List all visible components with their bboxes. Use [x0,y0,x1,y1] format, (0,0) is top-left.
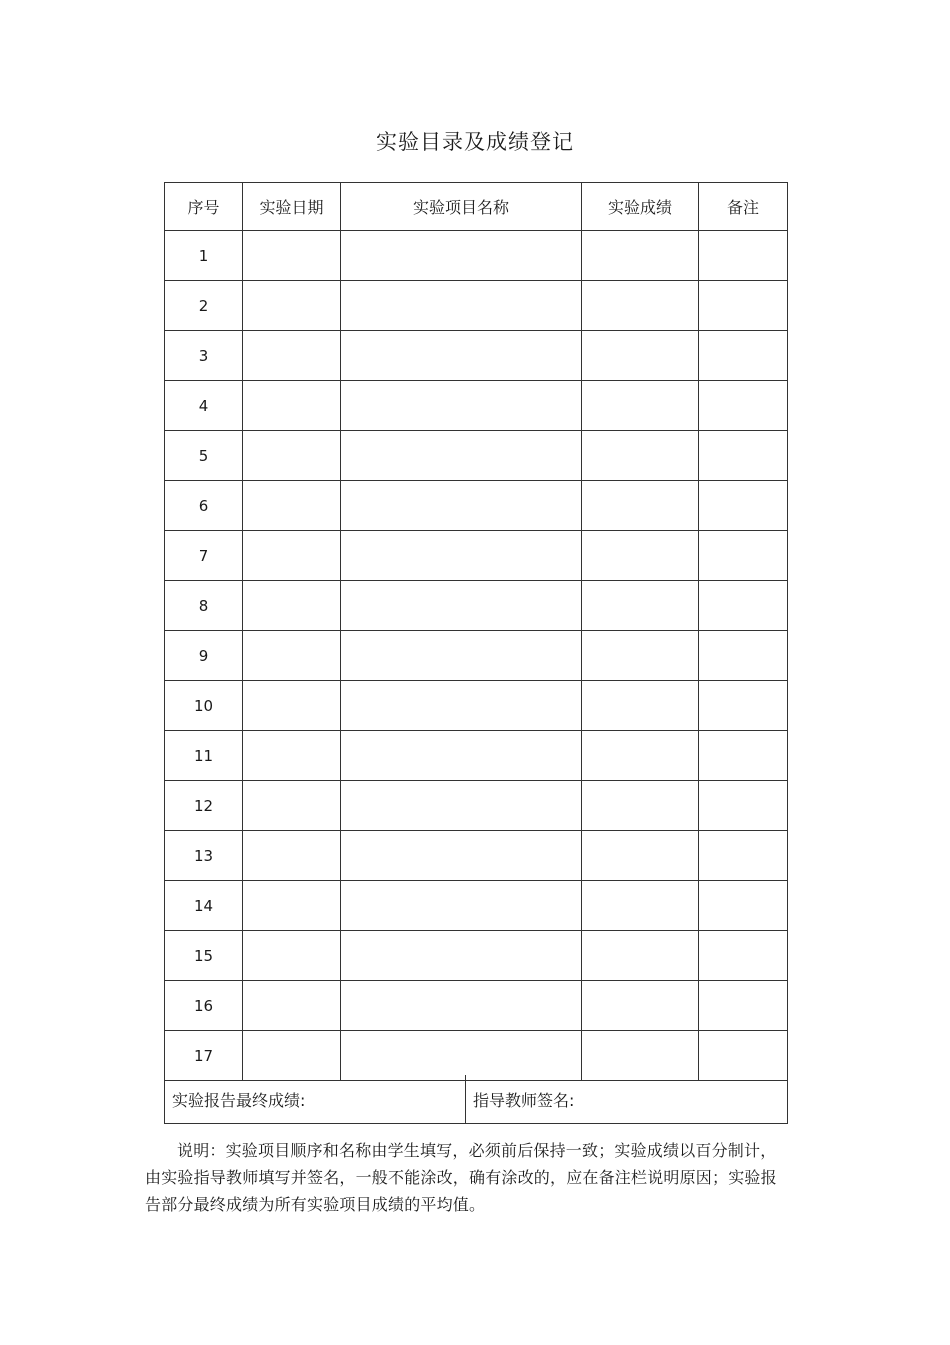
row-index: 1 [165,231,243,281]
score-cell[interactable] [582,381,699,431]
project-name-cell[interactable] [341,831,582,881]
score-cell[interactable] [582,781,699,831]
table-row [165,831,788,881]
table-row [165,631,788,681]
row-index: 9 [165,631,243,681]
row-index: 17 [165,1031,243,1081]
header-index: 序号 [165,183,243,231]
date-cell[interactable] [243,931,341,981]
date-cell[interactable] [243,881,341,931]
remarks-cell[interactable] [699,681,788,731]
remarks-cell[interactable] [699,831,788,881]
row-index: 6 [165,481,243,531]
remarks-cell[interactable] [699,931,788,981]
project-name-cell[interactable] [341,281,582,331]
table-row [165,331,788,381]
score-cell[interactable] [582,931,699,981]
score-cell[interactable] [582,831,699,881]
project-name-cell[interactable] [341,381,582,431]
date-cell[interactable] [243,231,341,281]
score-cell[interactable] [582,631,699,681]
project-name-cell[interactable] [341,981,582,1031]
remarks-cell[interactable] [699,231,788,281]
row-index: 2 [165,281,243,331]
score-cell[interactable] [582,431,699,481]
row-index: 3 [165,331,243,381]
score-cell[interactable] [582,331,699,381]
table-row [165,431,788,481]
row-index: 10 [165,681,243,731]
date-cell[interactable] [243,581,341,631]
remarks-cell[interactable] [699,481,788,531]
remarks-cell[interactable] [699,381,788,431]
remarks-cell[interactable] [699,731,788,781]
table-row [165,1031,788,1081]
table-row [165,531,788,581]
date-cell[interactable] [243,731,341,781]
score-cell[interactable] [582,481,699,531]
remarks-cell[interactable] [699,281,788,331]
score-cell[interactable] [582,681,699,731]
row-index: 15 [165,931,243,981]
table-row [165,581,788,631]
project-name-cell[interactable] [341,331,582,381]
remarks-cell[interactable] [699,1031,788,1081]
row-index: 5 [165,431,243,481]
remarks-cell[interactable] [699,531,788,581]
project-name-cell[interactable] [341,681,582,731]
date-cell[interactable] [243,981,341,1031]
score-cell[interactable] [582,731,699,781]
header-date: 实验日期 [243,183,341,231]
remarks-cell[interactable] [699,331,788,381]
project-name-cell[interactable] [341,531,582,581]
date-cell[interactable] [243,1031,341,1081]
project-name-cell[interactable] [341,581,582,631]
footer-table [164,1075,788,1124]
date-cell[interactable] [243,331,341,381]
date-cell[interactable] [243,431,341,481]
project-name-cell[interactable] [341,881,582,931]
project-name-cell[interactable] [341,231,582,281]
project-name-cell[interactable] [341,731,582,781]
remarks-cell[interactable] [699,631,788,681]
page-title: 实验目录及成绩登记 [376,130,574,154]
remarks-cell[interactable] [699,881,788,931]
score-cell[interactable] [582,581,699,631]
table-row [165,931,788,981]
table-row [165,781,788,831]
date-cell[interactable] [243,781,341,831]
score-cell[interactable] [582,531,699,581]
table-header-row [165,183,788,231]
date-cell[interactable] [243,381,341,431]
date-cell[interactable] [243,831,341,881]
project-name-cell[interactable] [341,431,582,481]
score-cell[interactable] [582,881,699,931]
date-cell[interactable] [243,631,341,681]
score-table [164,182,788,1081]
footer-row [165,1075,788,1124]
score-cell[interactable] [582,981,699,1031]
table-row [165,231,788,281]
final-score-field[interactable]: 实验报告最终成绩: [165,1075,466,1124]
table-row [165,381,788,431]
row-index: 16 [165,981,243,1031]
remarks-cell[interactable] [699,781,788,831]
remarks-cell[interactable] [699,981,788,1031]
instructions-note: 说明：实验项目顺序和名称由学生填写，必须前后保持一致；实验成绩以百分制计，由实验指导教师填写并签名，一般不能涂改，确有涂改的，应在备注栏说明原因；实验报告部分最终成绩为所有实验项目成绩的平均值。 [145,1141,777,1214]
table-body [165,231,788,1081]
project-name-cell[interactable] [341,631,582,681]
project-name-cell[interactable] [341,1031,582,1081]
header-score: 实验成绩 [582,183,699,231]
date-cell[interactable] [243,531,341,581]
date-cell[interactable] [243,281,341,331]
table-row [165,731,788,781]
row-index: 14 [165,881,243,931]
date-cell[interactable] [243,481,341,531]
row-index: 7 [165,531,243,581]
row-index: 12 [165,781,243,831]
teacher-signature-field[interactable]: 指导教师签名: [466,1075,788,1124]
project-name-cell[interactable] [341,481,582,531]
row-index: 13 [165,831,243,881]
project-name-cell[interactable] [341,781,582,831]
table-row [165,681,788,731]
score-cell[interactable] [582,1031,699,1081]
table-row [165,281,788,331]
table-row [165,481,788,531]
row-index: 8 [165,581,243,631]
remarks-cell[interactable] [699,431,788,481]
header-remarks: 备注 [699,183,788,231]
row-index: 11 [165,731,243,781]
table-row [165,881,788,931]
remarks-cell[interactable] [699,581,788,631]
header-project-name: 实验项目名称 [341,183,582,231]
project-name-cell[interactable] [341,931,582,981]
score-cell[interactable] [582,281,699,331]
date-cell[interactable] [243,681,341,731]
score-cell[interactable] [582,231,699,281]
table-row [165,981,788,1031]
row-index: 4 [165,381,243,431]
